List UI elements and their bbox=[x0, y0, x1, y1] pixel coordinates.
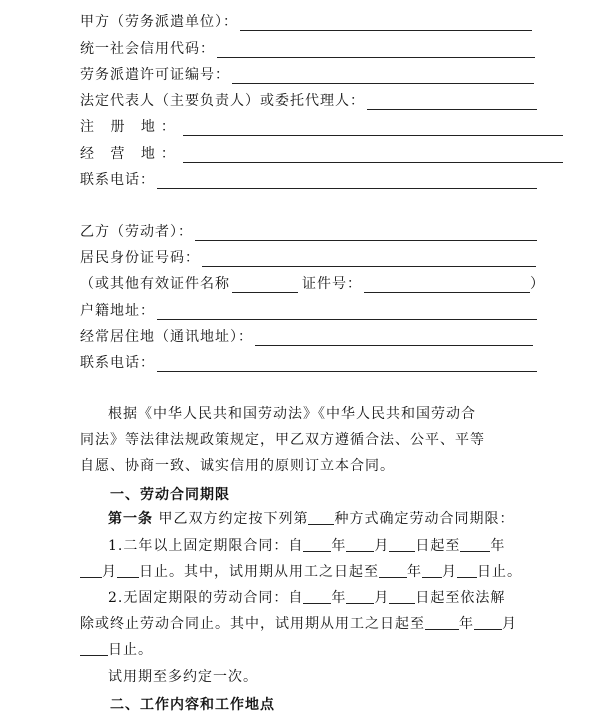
party-b-residence-field[interactable] bbox=[80, 328, 533, 346]
party-a-registered-address-input[interactable] bbox=[183, 119, 563, 136]
item-1-end-year-label: 年 bbox=[490, 538, 506, 554]
party-a-registered-address-label: 注 册 地： bbox=[80, 119, 181, 135]
party-b-phone-field[interactable] bbox=[80, 354, 537, 372]
item-2-month-label: 月 bbox=[374, 590, 390, 606]
party-b-phone-input[interactable] bbox=[157, 355, 537, 372]
article-1-tail: 种方式确定劳动合同期限： bbox=[334, 511, 515, 527]
section-1-title: 一、劳动合同期限 bbox=[110, 487, 230, 503]
party-b-other-id-field[interactable] bbox=[80, 275, 545, 293]
item-2-line-2 bbox=[80, 611, 540, 637]
item-2-probation-day-input[interactable] bbox=[80, 641, 108, 656]
party-b-other-id-number-label: 证件号： bbox=[302, 276, 362, 292]
item-1-end-label: 日止。 bbox=[477, 564, 522, 580]
party-a-license-input[interactable] bbox=[232, 67, 534, 84]
item-2-line-1 bbox=[108, 585, 568, 611]
party-b-name-label: 乙方（劳动者）： bbox=[80, 224, 193, 240]
section-2-title: 二、工作内容和工作地点 bbox=[110, 697, 275, 713]
party-b-household-input[interactable] bbox=[157, 303, 537, 320]
item-1-year-label: 年 bbox=[331, 538, 347, 554]
item-2-tail: 日起至依法解 bbox=[415, 590, 506, 606]
item-1-day-from-label: 日起至 bbox=[415, 538, 461, 554]
party-b-id-field[interactable] bbox=[80, 249, 536, 267]
party-b-household-field[interactable] bbox=[80, 302, 537, 320]
item-1-probation-month-input[interactable] bbox=[422, 563, 442, 578]
item-1-end-day-input[interactable] bbox=[117, 563, 139, 578]
item-1-line-1 bbox=[108, 533, 568, 559]
party-a-business-address-input[interactable] bbox=[183, 146, 563, 163]
article-1-method-input[interactable] bbox=[308, 510, 334, 525]
item-1-end-year-input[interactable] bbox=[460, 537, 490, 552]
item-1-start-year-input[interactable] bbox=[303, 537, 331, 552]
party-a-name-input[interactable] bbox=[240, 14, 532, 31]
item-1-end-month-input[interactable] bbox=[80, 563, 102, 578]
party-b-residence-input[interactable] bbox=[255, 329, 533, 346]
party-a-name-label: 甲方（劳务派遣单位）： bbox=[80, 14, 238, 30]
item-2-start-year-input[interactable] bbox=[303, 589, 331, 604]
item-1-probation-year-input[interactable] bbox=[379, 563, 407, 578]
article-1-line bbox=[108, 506, 568, 532]
item-1-probation-mid: 日止。其中，试用期从用工之日起至 bbox=[139, 564, 379, 580]
party-b-household-label: 户籍地址： bbox=[80, 303, 155, 319]
party-a-credit-code-input[interactable] bbox=[217, 41, 535, 58]
party-a-license-label: 劳务派遣许可证编号： bbox=[80, 67, 230, 83]
intro-line-3: 自愿、协商一致、诚实信用的原则订立本合同。 bbox=[80, 458, 395, 474]
party-a-phone-input[interactable] bbox=[157, 172, 537, 189]
party-a-legal-rep-label: 法定代表人（主要负责人）或委托代理人： bbox=[80, 93, 365, 109]
item-2-probation-month-input[interactable] bbox=[474, 615, 502, 630]
party-a-phone-label: 联系电话： bbox=[80, 172, 155, 188]
party-a-registered-address-field[interactable] bbox=[80, 118, 563, 136]
intro-line-2: 同法》等法律法规政策规定，甲乙双方遵循合法、公平、平等 bbox=[80, 432, 485, 448]
item-1-start-month-input[interactable] bbox=[346, 537, 374, 552]
item-2-start-month-input[interactable] bbox=[346, 589, 374, 604]
party-b-name-input[interactable] bbox=[195, 224, 537, 241]
item-2-probation-year-label: 年 bbox=[459, 616, 474, 632]
item-2-probation-year-input[interactable] bbox=[425, 615, 459, 630]
item-1-probation-day-input[interactable] bbox=[457, 563, 477, 578]
party-b-other-id-prefix: （或其他有效证件名称 bbox=[80, 276, 230, 292]
item-2-start-day-input[interactable] bbox=[389, 589, 415, 604]
item-1-end-month-label: 月 bbox=[102, 564, 117, 580]
item-1-probation-year-label: 年 bbox=[407, 564, 422, 580]
party-b-other-id-suffix: ） bbox=[530, 276, 545, 292]
probation-note: 试用期至多约定一次。 bbox=[108, 669, 258, 685]
item-2-prefix: 2.无固定期限的劳动合同：自 bbox=[108, 590, 304, 606]
party-a-business-address-label: 经 营 地： bbox=[80, 146, 181, 162]
item-2-line-2-text: 除或终止劳动合同止。其中，试用期从用工之日起至 bbox=[80, 616, 425, 632]
item-1-start-day-input[interactable] bbox=[389, 537, 415, 552]
item-1-line-2 bbox=[80, 559, 540, 585]
item-2-end-label: 日止。 bbox=[108, 642, 153, 658]
party-b-name-field[interactable] bbox=[80, 223, 537, 241]
item-2-probation-month-label: 月 bbox=[502, 616, 517, 632]
intro-line-1: 根据《中华人民共和国劳动法》《中华人民共和国劳动合 bbox=[108, 406, 476, 422]
party-b-residence-label: 经常居住地（通讯地址）： bbox=[80, 329, 253, 345]
article-1-label: 第一条 bbox=[108, 511, 153, 527]
party-a-credit-code-label: 统一社会信用代码： bbox=[80, 41, 215, 57]
party-b-other-id-name-input[interactable] bbox=[232, 276, 298, 293]
item-2-line-3 bbox=[80, 637, 540, 663]
party-a-license-field[interactable] bbox=[80, 66, 534, 84]
party-a-legal-rep-input[interactable] bbox=[367, 93, 537, 110]
item-1-probation-month-label: 月 bbox=[442, 564, 457, 580]
party-b-other-id-number-input[interactable] bbox=[364, 276, 530, 293]
item-1-prefix: 1.二年以上固定期限合同：自 bbox=[108, 538, 304, 554]
party-a-legal-rep-field[interactable] bbox=[80, 92, 537, 110]
item-2-year-label: 年 bbox=[331, 590, 347, 606]
party-a-name-field[interactable] bbox=[80, 13, 532, 31]
article-1-text: 甲乙双方约定按下列第 bbox=[158, 511, 309, 527]
item-1-month-label: 月 bbox=[374, 538, 390, 554]
party-a-credit-code-field[interactable] bbox=[80, 40, 535, 58]
party-a-business-address-field[interactable] bbox=[80, 145, 563, 163]
party-b-phone-label: 联系电话： bbox=[80, 355, 155, 371]
party-a-phone-field[interactable] bbox=[80, 171, 537, 189]
party-b-id-input[interactable] bbox=[202, 250, 536, 267]
party-b-id-label: 居民身份证号码： bbox=[80, 250, 200, 266]
